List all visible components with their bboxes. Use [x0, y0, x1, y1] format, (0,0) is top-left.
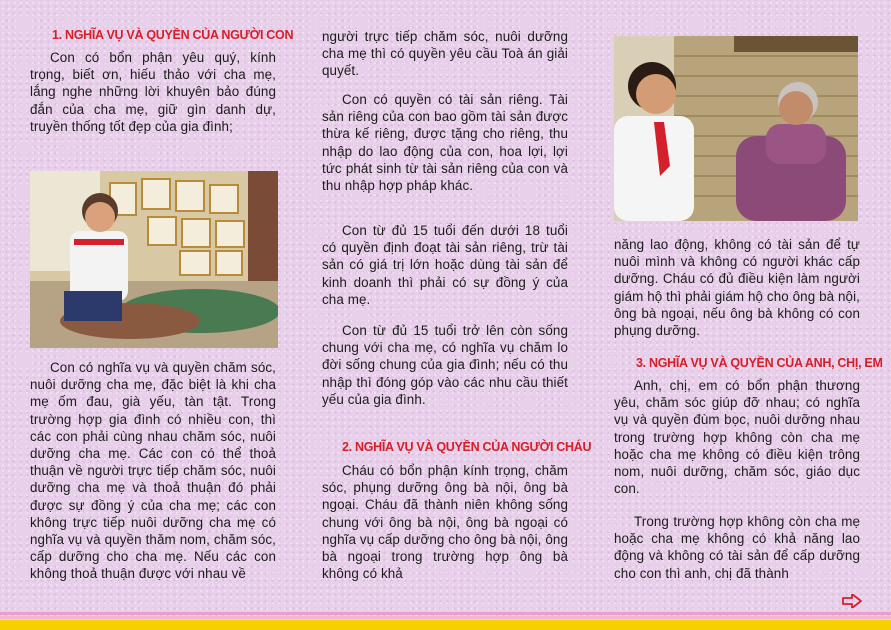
photo-son-massaging-mother [30, 171, 278, 348]
paragraph: năng lao động, không có tài sản để tự nuôi mình và không có người khác cấp dưỡng. Cháu có đủ điều kiện làm người giám hộ thì phải giám hộ cho ông bà nội, ông bà ngoại, nếu ông bà không có con phụng dưỡng. [614, 237, 860, 339]
section-1-heading: 1. NGHĨA VỤ VÀ QUYỀN CỦA NGƯỜI CON [52, 28, 294, 42]
paragraph: Cháu có bổn phận kính trọng, chăm sóc, phụng dưỡng ông bà nội, ông bà ngoại. Cháu đã thành niên không sống chung với ông bà nội, ông bà ngoại có nghĩa vụ cấp dưỡng cho ông bà nội, ông bà ngoại trong trường hợp ông bà không có khả [322, 463, 568, 582]
paragraph: Con có quyền có tài sản riêng. Tài sản riêng của con bao gồm tài sản được thừa kế riêng, được tặng cho riêng, thu nhập do lao động của con, hoa lợi, lợi tức phát sinh từ tài sản riêng của con và thu nhập hợp pháp khác. [322, 92, 568, 194]
section-3-heading: 3. NGHĨA VỤ VÀ QUYỀN CỦA ANH, CHỊ, EM [636, 356, 883, 370]
footer-stripe [0, 616, 891, 619]
paragraph: Anh, chị, em có bổn phận thương yêu, chăm sóc giúp đỡ nhau; có nghĩa vụ và quyền đùm bọc, nuôi dưỡng nhau trong trường hợp không còn cha mẹ hoặc cha mẹ không có điều kiện trông nom, nuôi dưỡng, chăm sóc, giáo dục con. [614, 378, 860, 497]
paragraph: Trong trường hợp không còn cha mẹ hoặc cha mẹ không có khả năng lao động và không có tài sản để cấp dưỡng cho con thì anh, chị đã thành [614, 514, 860, 581]
paragraph: Con có nghĩa vụ và quyền chăm sóc, nuôi dưỡng cha mẹ, đặc biệt là khi cha mẹ ốm đau, già yếu, tàn tật. Trong trường hợp gia đình có nhiều con, thì các con phải cùng nhau chăm sóc, nuôi dưỡng cha mẹ. Các con có thể thoả thuận về người trực tiếp chăm sóc, nuôi dưỡng cha mẹ và thoả thuận đó phải được sự đồng ý của cha mẹ; các con không trực tiếp nuôi dưỡng cha mẹ có nghĩa vụ và quyền thăm nom, chăm sóc, cấp dưỡng cho cha mẹ. Nếu các con không thoả thuận được với nhau về [30, 360, 276, 582]
footer-bar [0, 612, 891, 630]
footer-stripe [0, 620, 891, 630]
footer-stripe [0, 612, 891, 615]
section-2-heading: 2. NGHĨA VỤ VÀ QUYỀN CỦA NGƯỜI CHÁU [342, 440, 592, 454]
paragraph: người trực tiếp chăm sóc, nuôi dưỡng cha mẹ thì có quyền yêu cầu Toà án giải quyết. [322, 29, 568, 79]
paragraph: Con từ đủ 15 tuổi đến dưới 18 tuổi có quyền định đoạt tài sản riêng, trừ tài sản có giá trị lớn hoặc dùng tài sản để kinh doanh thì phải có sự đồng ý của cha mẹ. [322, 223, 568, 307]
arrow-right-icon[interactable] [842, 594, 862, 608]
photo-grandson-with-grandmother [614, 36, 858, 221]
paragraph: Con có bổn phận yêu quý, kính trọng, biết ơn, hiếu thảo với cha mẹ, lắng nghe những lời khuyên bảo đúng đắn của cha mẹ, giữ gìn danh dự, truyền thống tốt đẹp của gia đình; [30, 50, 276, 134]
paragraph: Con từ đủ 15 tuổi trở lên còn sống chung với cha mẹ, có nghĩa vụ chăm lo đời sống chung của gia đình; nếu có thu nhập thì đóng góp vào các nhu cầu thiết yếu của gia đình. [322, 323, 568, 407]
